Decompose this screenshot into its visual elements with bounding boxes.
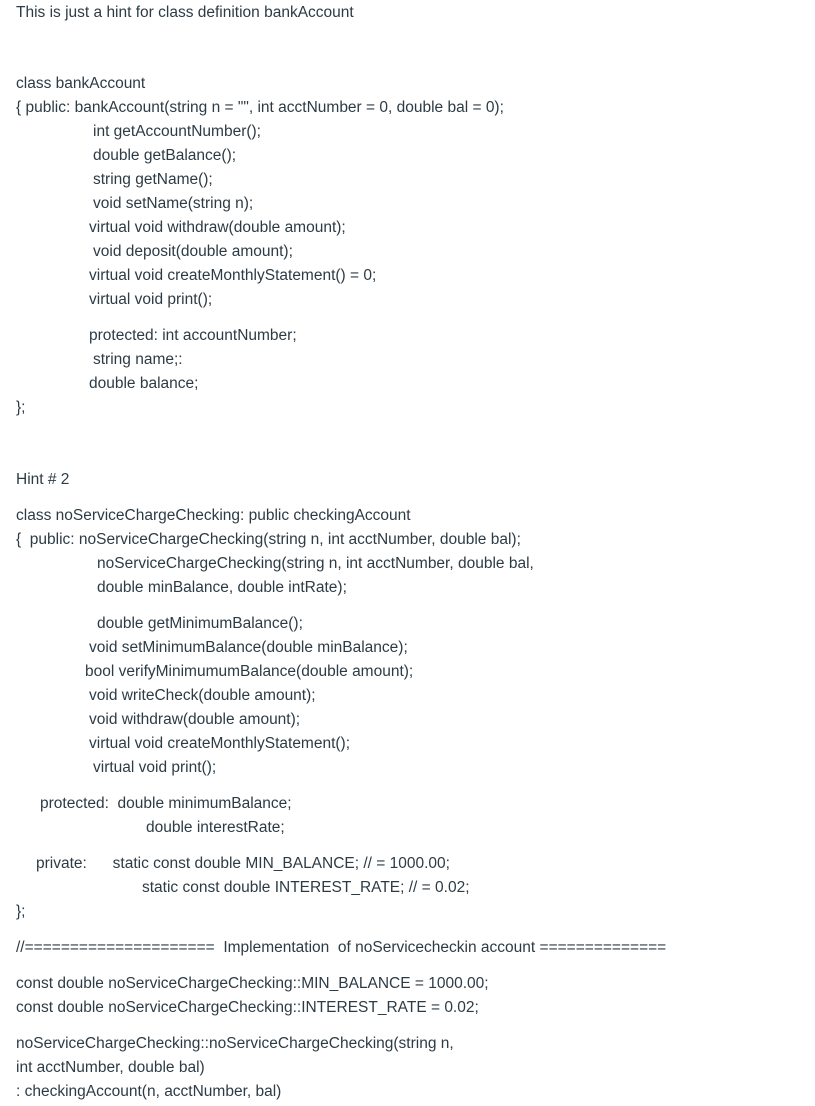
hint-heading: Hint # 2	[16, 471, 70, 488]
code-line: : checkingAccount(n, acctNumber, bal)	[16, 1083, 282, 1100]
code-line: int acctNumber, double bal)	[16, 1059, 205, 1076]
code-line: protected: double minimumBalance;	[40, 795, 292, 812]
code-line: void setMinimumBalance(double minBalance);	[89, 639, 408, 656]
code-line: double getBalance();	[93, 147, 237, 164]
code-line: static const double INTEREST_RATE; // = 0.02;	[142, 879, 470, 896]
code-line: virtual void withdraw(double amount);	[89, 219, 346, 236]
hint-title: This is just a hint for class definition bankAccount	[16, 4, 354, 21]
code-line: noServiceChargeChecking::noServiceChargeChecking(string n,	[16, 1035, 454, 1052]
code-line: private: static const double MIN_BALANCE; // = 1000.00;	[36, 855, 450, 872]
code-line: const double noServiceChargeChecking::MIN_BALANCE = 1000.00;	[16, 975, 489, 992]
code-line: virtual void print();	[93, 759, 217, 776]
code-line: virtual void createMonthlyStatement() = 0;	[89, 267, 377, 284]
code-line: void setName(string n);	[93, 195, 254, 212]
code-line: double interestRate;	[146, 819, 285, 836]
code-line: class noServiceChargeChecking: public checkingAccount	[16, 507, 411, 524]
code-line: protected: int accountNumber;	[89, 327, 297, 344]
code-line: virtual void createMonthlyStatement();	[89, 735, 351, 752]
code-line: };	[16, 399, 26, 416]
code-line: virtual void print();	[89, 291, 213, 308]
code-line: double minBalance, double intRate);	[97, 579, 347, 596]
code-line: bool verifyMinimumumBalance(double amount);	[85, 663, 414, 680]
code-line: { public: noServiceChargeChecking(string n, int acctNumber, double bal);	[16, 531, 521, 548]
code-line: class bankAccount	[16, 75, 146, 92]
code-line: double balance;	[89, 375, 199, 392]
implementation-divider: //===================== Implementation of noServicecheckin account ==============	[16, 939, 667, 956]
code-line: const double noServiceChargeChecking::INTEREST_RATE = 0.02;	[16, 999, 479, 1016]
code-line: string name;:	[93, 351, 183, 368]
code-line: string getName();	[93, 171, 213, 188]
code-line: };	[16, 903, 26, 920]
code-line: int getAccountNumber();	[93, 123, 261, 140]
code-line: { public: bankAccount(string n = "", int acctNumber = 0, double bal = 0);	[16, 99, 504, 116]
code-line: noServiceChargeChecking(string n, int acctNumber, double bal,	[97, 555, 534, 572]
code-line: void withdraw(double amount);	[89, 711, 301, 728]
code-line: void deposit(double amount);	[93, 243, 293, 260]
code-line: void writeCheck(double amount);	[89, 687, 316, 704]
code-line: double getMinimumBalance();	[97, 615, 303, 632]
